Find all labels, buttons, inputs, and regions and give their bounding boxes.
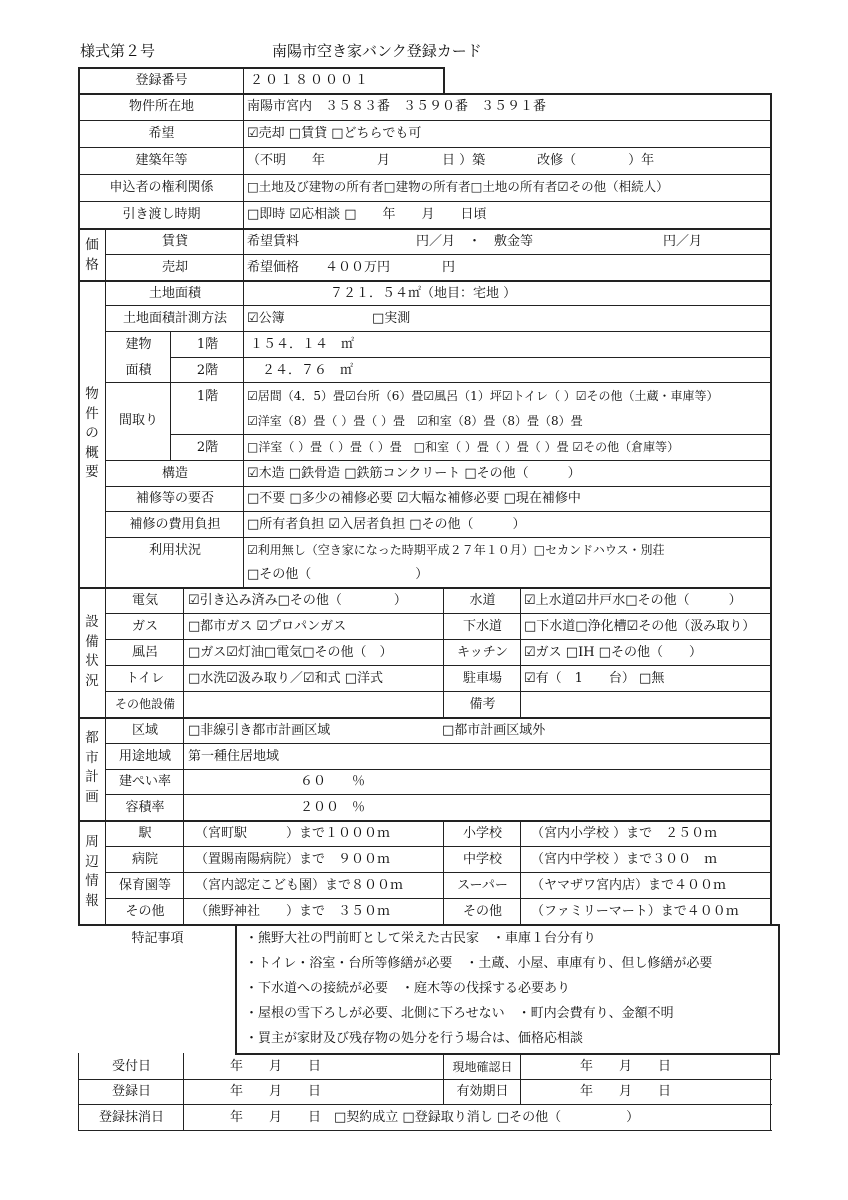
location-label: 物件所在地 bbox=[128, 99, 194, 114]
water-value: ☑上水道☑井戸水□その他（ ） bbox=[524, 593, 742, 608]
price-category: 価格 bbox=[85, 237, 99, 273]
elementary-label: 小学校 bbox=[462, 826, 502, 841]
supermarket-label: スーパー bbox=[457, 878, 508, 893]
sale-label: 売却 bbox=[161, 260, 188, 275]
water-label: 水道 bbox=[469, 593, 496, 608]
notes-label: 特記事項 bbox=[131, 931, 184, 946]
page-title: 南陽市空き家バンク登録カード bbox=[272, 42, 482, 60]
use-zone-value: 第一種住居地域 bbox=[188, 749, 280, 764]
built-label: 建築年等 bbox=[135, 153, 188, 168]
remarks-label: 備考 bbox=[469, 697, 496, 712]
floor-2-area-value: ２４．７６ ㎡ bbox=[262, 363, 354, 378]
usage-line-2: □その他（ ） bbox=[247, 567, 429, 582]
structure-label: 構造 bbox=[161, 466, 188, 481]
rights-value: □土地及び建物の所有者□建物の所有者□土地の所有者☑その他（相続人） bbox=[247, 179, 669, 194]
land-method-official: ☑公簿 bbox=[247, 311, 285, 326]
electric-value: ☑引き込み済み□その他（ ） bbox=[188, 593, 407, 608]
gas-value: □都市ガス ☑プロパンガス bbox=[188, 619, 347, 634]
floor-2-layout-label: 2階 bbox=[196, 440, 219, 455]
building-label: 建物 bbox=[125, 337, 152, 352]
bath-label: 風呂 bbox=[131, 645, 158, 660]
note-line: ・下水道への接続が必要 ・庭木等の伐採する必要あり bbox=[245, 981, 571, 996]
other-place-value: （熊野神社 ）まで ３５０ｍ bbox=[195, 904, 391, 919]
built-value: （不明 年 月 日 ）築 改修（ ）年 bbox=[247, 153, 655, 168]
area-label: 面積 bbox=[125, 363, 152, 378]
reg-no-label: 登録番号 bbox=[135, 73, 188, 88]
layout-floor-1-line-2: ☑洋室（8）畳（ ）畳（ ）畳 ☑和室（8）畳（8）畳（8）畳 bbox=[247, 414, 583, 428]
repair-need-value: □不要 □多少の補修必要 ☑大幅な補修必要 □現在補修中 bbox=[247, 491, 581, 506]
note-line: ・熊野大社の門前町として栄えた古民家 ・車庫１台分有り bbox=[245, 931, 597, 946]
other-place-2-label: その他 bbox=[462, 904, 502, 919]
received-date-value: 年 月 日 bbox=[230, 1059, 322, 1074]
gas-label: ガス bbox=[131, 619, 158, 634]
elementary-value: （宮内小学校 ）まで ２５０ｍ bbox=[531, 826, 718, 841]
surroundings-category: 周辺情報 bbox=[85, 834, 99, 909]
location-value: 南陽市宮内 ３５８３番 ３５９０番 ３５９１番 bbox=[247, 99, 547, 114]
overview-category: 物件の概要 bbox=[85, 386, 99, 481]
middle-school-label: 中学校 bbox=[462, 852, 502, 867]
received-date-label: 受付日 bbox=[111, 1059, 151, 1074]
land-method-measured: □実測 bbox=[372, 311, 411, 326]
kitchen-label: キッチン bbox=[456, 645, 509, 660]
facilities-category: 設備状況 bbox=[85, 614, 99, 689]
floor-2-area-label: 2階 bbox=[196, 363, 219, 378]
sewer-label: 下水道 bbox=[462, 619, 502, 634]
supermarket-value: （ヤマザワ宮内店）まで４００ｍ bbox=[531, 878, 727, 893]
expiry-date-value: 年 月 日 bbox=[580, 1084, 672, 1099]
hospital-value: （置賜南陽病院）まで ９００ｍ bbox=[195, 852, 391, 867]
handover-label: 引き渡し時期 bbox=[122, 207, 201, 222]
use-zone-label: 用途地域 bbox=[118, 749, 171, 764]
parking-value: ☑有（ 1 台） □無 bbox=[524, 671, 665, 686]
repair-need-label: 補修等の要否 bbox=[135, 491, 214, 506]
nursery-label: 保育園等 bbox=[118, 878, 171, 893]
inspection-date-value: 年 月 日 bbox=[580, 1059, 672, 1074]
floor-1-layout-label: 1階 bbox=[196, 389, 219, 404]
form-number: 様式第２号 bbox=[80, 42, 156, 60]
expiry-date-label: 有効期日 bbox=[456, 1084, 509, 1099]
registration-date-label: 登録日 bbox=[111, 1084, 151, 1099]
land-area-value: ７２１．５４㎡（地目：宅地 ） bbox=[330, 286, 517, 301]
far-label: 容積率 bbox=[125, 800, 165, 815]
cancel-date-value: 年 月 日 □契約成立 □登録取り消し □その他（ ） bbox=[230, 1110, 640, 1125]
urban-category: 都市計画 bbox=[85, 730, 99, 805]
middle-school-value: （宮内中学校 ）まで３００ ｍ bbox=[531, 852, 718, 867]
other-place-label: その他 bbox=[125, 904, 165, 919]
parking-label: 駐車場 bbox=[462, 671, 502, 686]
station-value: （宮町駅 ）まで１０００ｍ bbox=[195, 826, 391, 841]
handover-value: □即時 ☑応相談 □ 年 月 日頃 bbox=[247, 207, 487, 222]
land-area-label: 土地面積 bbox=[148, 286, 201, 301]
repair-cost-label: 補修の費用負担 bbox=[129, 517, 221, 532]
land-method-label: 土地面積計測方法 bbox=[122, 311, 227, 326]
coverage-label: 建ぺい率 bbox=[118, 774, 171, 789]
wish-label: 希望 bbox=[148, 126, 175, 141]
usage-label: 利用状況 bbox=[148, 543, 201, 558]
inspection-date-label: 現地確認日 bbox=[452, 1060, 513, 1074]
other-place-2-value: （ファミリーマート）まで４００ｍ bbox=[531, 904, 739, 919]
note-line: ・買主が家財及び残存物の処分を行う場合は、価格応相談 bbox=[245, 1031, 584, 1046]
station-label: 駅 bbox=[138, 826, 152, 841]
rent-value: 希望賃料 円／月 ・ 敷金等 円／月 bbox=[247, 234, 703, 249]
layout-floor-2: □洋室（ ）畳（ ）畳（ ）畳 □和室（ ）畳（ ）畳（ ）畳 ☑その他（倉庫等） bbox=[247, 440, 680, 454]
kitchen-value: ☑ガス □IH □その他（ ） bbox=[524, 645, 702, 660]
note-line: ・屋根の雪下ろしが必要、北側に下ろせない ・町内会費有り、金額不明 bbox=[245, 1006, 674, 1021]
cancel-date-label: 登録抹消日 bbox=[98, 1110, 164, 1125]
floor-1-area-value: １５４．１４ ㎡ bbox=[250, 337, 355, 352]
other-equipment-label: その他設備 bbox=[114, 697, 175, 711]
wish-value: ☑売却 □賃貸 □どちらでも可 bbox=[247, 126, 422, 141]
layout-label: 間取り bbox=[118, 413, 158, 428]
floor-1-area-label: 1階 bbox=[196, 337, 219, 352]
note-line: ・トイレ・浴室・台所等修繕が必要 ・土蔵、小屋、車庫有り、但し修繕が必要 bbox=[245, 956, 713, 971]
zone-outside: □都市計画区域外 bbox=[442, 723, 546, 738]
hospital-label: 病院 bbox=[131, 852, 158, 867]
sale-value: 希望価格 ４００万円 円 bbox=[247, 260, 456, 275]
registration-date-value: 年 月 日 bbox=[230, 1084, 322, 1099]
electric-label: 電気 bbox=[131, 593, 158, 608]
rights-label: 申込者の権利関係 bbox=[109, 180, 214, 195]
coverage-value: ６０ ％ bbox=[300, 774, 366, 789]
zone-label: 区域 bbox=[131, 723, 158, 738]
rent-label: 賃貸 bbox=[161, 234, 188, 249]
layout-floor-1-line-1: ☑居間（4．5）畳☑台所（6）畳☑風呂（1）坪☑トイレ（ ）☑その他（土蔵・車庫等） bbox=[247, 389, 719, 403]
nursery-value: （宮内認定こども園）まで８００ｍ bbox=[195, 878, 404, 893]
zone-non-designated: □非線引き都市計画区域 bbox=[188, 723, 331, 738]
reg-no-value: ２０１８０００１ bbox=[250, 73, 371, 88]
repair-cost-value: □所有者負担 ☑入居者負担 □その他（ ） bbox=[247, 517, 526, 532]
toilet-label: トイレ bbox=[125, 671, 165, 686]
far-value: ２００ ％ bbox=[300, 800, 366, 815]
toilet-value: □水洗☑汲み取り／☑和式 □洋式 bbox=[188, 671, 384, 686]
sewer-value: □下水道□浄化槽☑その他（汲み取り） bbox=[524, 619, 756, 634]
usage-line-1: ☑利用無し（空き家になった時期平成２７年１０月）□セカンドハウス・別荘 bbox=[247, 543, 665, 557]
structure-value: ☑木造 □鉄骨造 □鉄筋コンクリート □その他（ ） bbox=[247, 466, 581, 481]
bath-value: □ガス☑灯油□電気□その他（ ） bbox=[188, 645, 393, 660]
